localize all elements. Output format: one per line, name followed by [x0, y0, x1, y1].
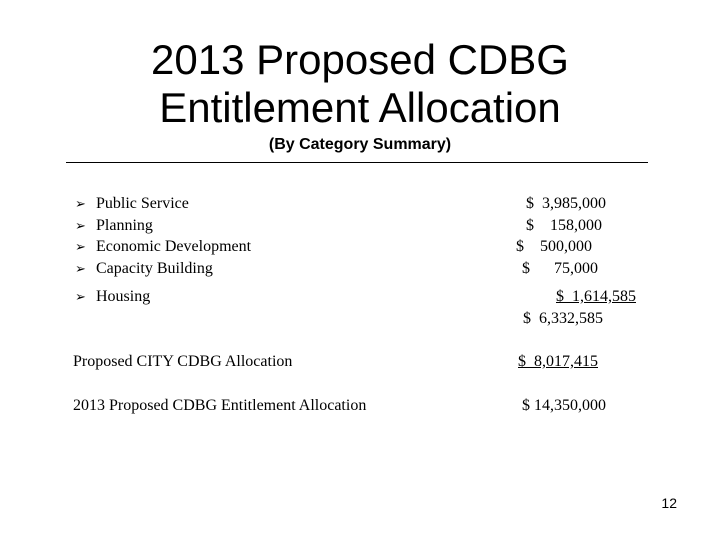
bullet-arrow-icon: ➢	[75, 240, 86, 255]
category-label: Economic Development	[96, 238, 252, 255]
category-item-capacity-building	[75, 259, 213, 279]
amount-housing: $ 1,614,585	[556, 288, 636, 305]
category-item-housing	[75, 287, 150, 307]
category-label: Housing	[96, 288, 151, 305]
amount-economic-development: $ 500,000	[516, 238, 592, 255]
category-label: Public Service	[96, 195, 189, 212]
bullet-arrow-icon: ➢	[75, 197, 86, 212]
category-item-economic-development	[75, 237, 251, 257]
amount-planning: $ 158,000	[526, 217, 602, 234]
slide-subtitle: (By Category Summary)	[268, 136, 452, 153]
amount-capacity-building: $ 75,000	[522, 260, 598, 277]
category-label: Capacity Building	[96, 260, 213, 277]
title-line-2: Entitlement Allocation	[159, 84, 561, 131]
bullet-arrow-icon: ➢	[75, 290, 86, 305]
category-item-planning	[75, 216, 153, 236]
slide-title	[0, 36, 720, 132]
entitlement-allocation-amount: $ 14,350,000	[522, 397, 606, 414]
city-allocation-amount: $ 8,017,415	[518, 353, 598, 370]
bullet-arrow-icon: ➢	[75, 262, 86, 277]
entitlement-allocation-label: 2013 Proposed CDBG Entitlement Allocation	[73, 397, 367, 414]
amount-public-service: $ 3,985,000	[526, 195, 606, 212]
title-line-1: 2013 Proposed CDBG	[151, 36, 569, 83]
title-divider	[66, 162, 648, 163]
city-allocation-label: Proposed CITY CDBG Allocation	[73, 353, 293, 370]
page-number: 12	[661, 495, 677, 511]
category-item-public-service	[75, 194, 189, 214]
bullet-arrow-icon: ➢	[75, 219, 86, 234]
subtotal-amount: $ 6,332,585	[523, 310, 603, 327]
category-label: Planning	[96, 217, 153, 234]
